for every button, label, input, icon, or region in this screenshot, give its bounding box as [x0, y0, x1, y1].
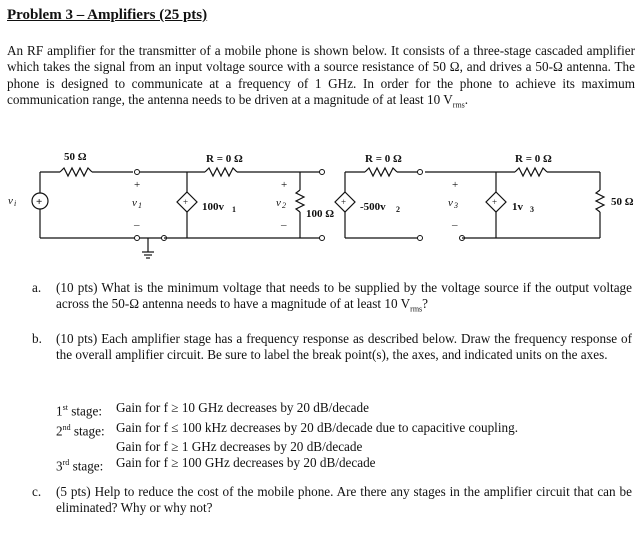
- intro-text: An RF amplifier for the transmitter of a mobile phone is shown below. It consists of a three-stage cascaded amplifier which takes the signal from an input voltage source with a source resistance of 50 Ω, and drives a 50-Ω antenna. The phone is designed to communicate at a frequency of 1 GHz. In order for the phone to achieve its maximum communication range, the antenna needs to be driven at a magnitude of at least 10 V: [7, 43, 635, 107]
- stage1-gain-sub: 1: [232, 205, 236, 214]
- v3-label: v: [448, 197, 453, 209]
- dep1-plus: +: [183, 197, 189, 207]
- stage2-resistor-icon: [365, 168, 397, 176]
- stage3-resistor-icon: [515, 168, 547, 176]
- question-b-label: b.: [32, 331, 42, 346]
- shunt-label: 100 Ω: [306, 208, 335, 220]
- source-resistor-icon: [60, 168, 92, 176]
- stage3-r-label: R = 0 Ω: [515, 153, 552, 165]
- load-label: 50 Ω: [611, 196, 634, 208]
- stage-text: Gain for f ≤ 100 kHz decreases by 20 dB/decade due to capacitive coupling.: [116, 419, 518, 435]
- question-c: [32, 484, 632, 517]
- stage-text: Gain for f ≥ 100 GHz decreases by 20 dB/decade: [116, 455, 376, 471]
- stage-row: 2nd stage: Gain for f ≤ 100 kHz decreases by 20 dB/decade due to capacitive coupling.: [56, 419, 518, 438]
- stage-text: Gain for f ≥ 10 GHz decreases by 20 dB/decade: [116, 400, 369, 415]
- v2-sub: 2: [282, 201, 286, 210]
- problem-intro: [7, 43, 635, 114]
- source-sub: i: [14, 199, 17, 208]
- v3-minus: –: [452, 219, 458, 231]
- question-a: [32, 280, 632, 318]
- stage-row: 3rd stage: Gain for f ≥ 100 GHz decreases by 20 dB/decade: [56, 455, 376, 474]
- stage2-r-label: R = 0 Ω: [365, 153, 402, 165]
- question-b: [32, 331, 632, 364]
- question-a-text: (10 pts) What is the minimum voltage that needs to be supplied by the voltage source if the output voltage across the 50-Ω antenna needs to have a magnitude of at least 10 V: [56, 280, 632, 312]
- terminal-3-top-icon: [418, 170, 423, 175]
- shunt-resistor-icon: [296, 190, 304, 212]
- stage2-gain: -500v: [360, 201, 386, 213]
- v1-sub: 1: [138, 201, 142, 210]
- terminal-1-bottom-icon: [135, 236, 140, 241]
- terminal-2-top-icon: [320, 170, 325, 175]
- stage1-r-label: R = 0 Ω: [206, 153, 243, 165]
- question-c-text: (5 pts) Help to reduce the cost of the mobile phone. Are there any stages in the amplifier circuit that can be eliminated? Why or why not?: [56, 484, 632, 516]
- stage-row: 1st stage: Gain for f ≥ 10 GHz decreases by 20 dB/decade: [56, 400, 369, 419]
- v3-plus: +: [452, 179, 459, 191]
- dep3-plus: +: [492, 197, 498, 207]
- terminal-2-bottom-icon: [320, 236, 325, 241]
- stage2-gain-sub: 2: [396, 205, 400, 214]
- question-a-sub: rms: [410, 304, 423, 314]
- question-b-text: (10 pts) Each amplifier stage has a frequency response as described below. Draw the frequency response of the overall amplifier circuit. Be sure to label the break point(s), the axes, and indicated units on the axes.: [56, 331, 632, 363]
- intro-sub: rms: [452, 100, 465, 110]
- problem-title: Problem 3 – Amplifiers (25 pts): [7, 7, 208, 23]
- question-a-end: ?: [422, 296, 429, 312]
- stage3-gain: 1v: [512, 201, 523, 213]
- v2-label: v: [276, 197, 281, 209]
- source-label: v: [8, 195, 13, 207]
- stage-text: Gain for f ≥ 1 GHz decreases by 20 dB/decade: [116, 439, 363, 455]
- v3-sub: 3: [454, 201, 458, 210]
- terminal-1-top-icon: [135, 170, 140, 175]
- load-resistor-icon: [596, 190, 604, 212]
- source-plus: +: [36, 196, 43, 208]
- amplifier-circuit-diagram: [0, 144, 642, 264]
- stage-row: [56, 439, 518, 455]
- question-c-label: c.: [32, 484, 42, 499]
- v2-minus: –: [281, 219, 287, 231]
- v1-label: v: [132, 197, 137, 209]
- stage3-gain-sub: 3: [530, 205, 534, 214]
- stage1-gain: 100v: [202, 201, 224, 213]
- question-a-label: a.: [32, 280, 42, 295]
- dep2-plus: +: [341, 197, 347, 207]
- rs-label: 50 Ω: [64, 151, 87, 163]
- v1-plus: +: [134, 179, 141, 191]
- v1-minus: –: [134, 219, 140, 231]
- stage1-resistor-icon: [205, 168, 237, 176]
- stage-list: [56, 400, 518, 475]
- v2-plus: +: [281, 179, 288, 191]
- terminal-3-bottom-icon: [418, 236, 423, 241]
- intro-end: .: [464, 91, 469, 107]
